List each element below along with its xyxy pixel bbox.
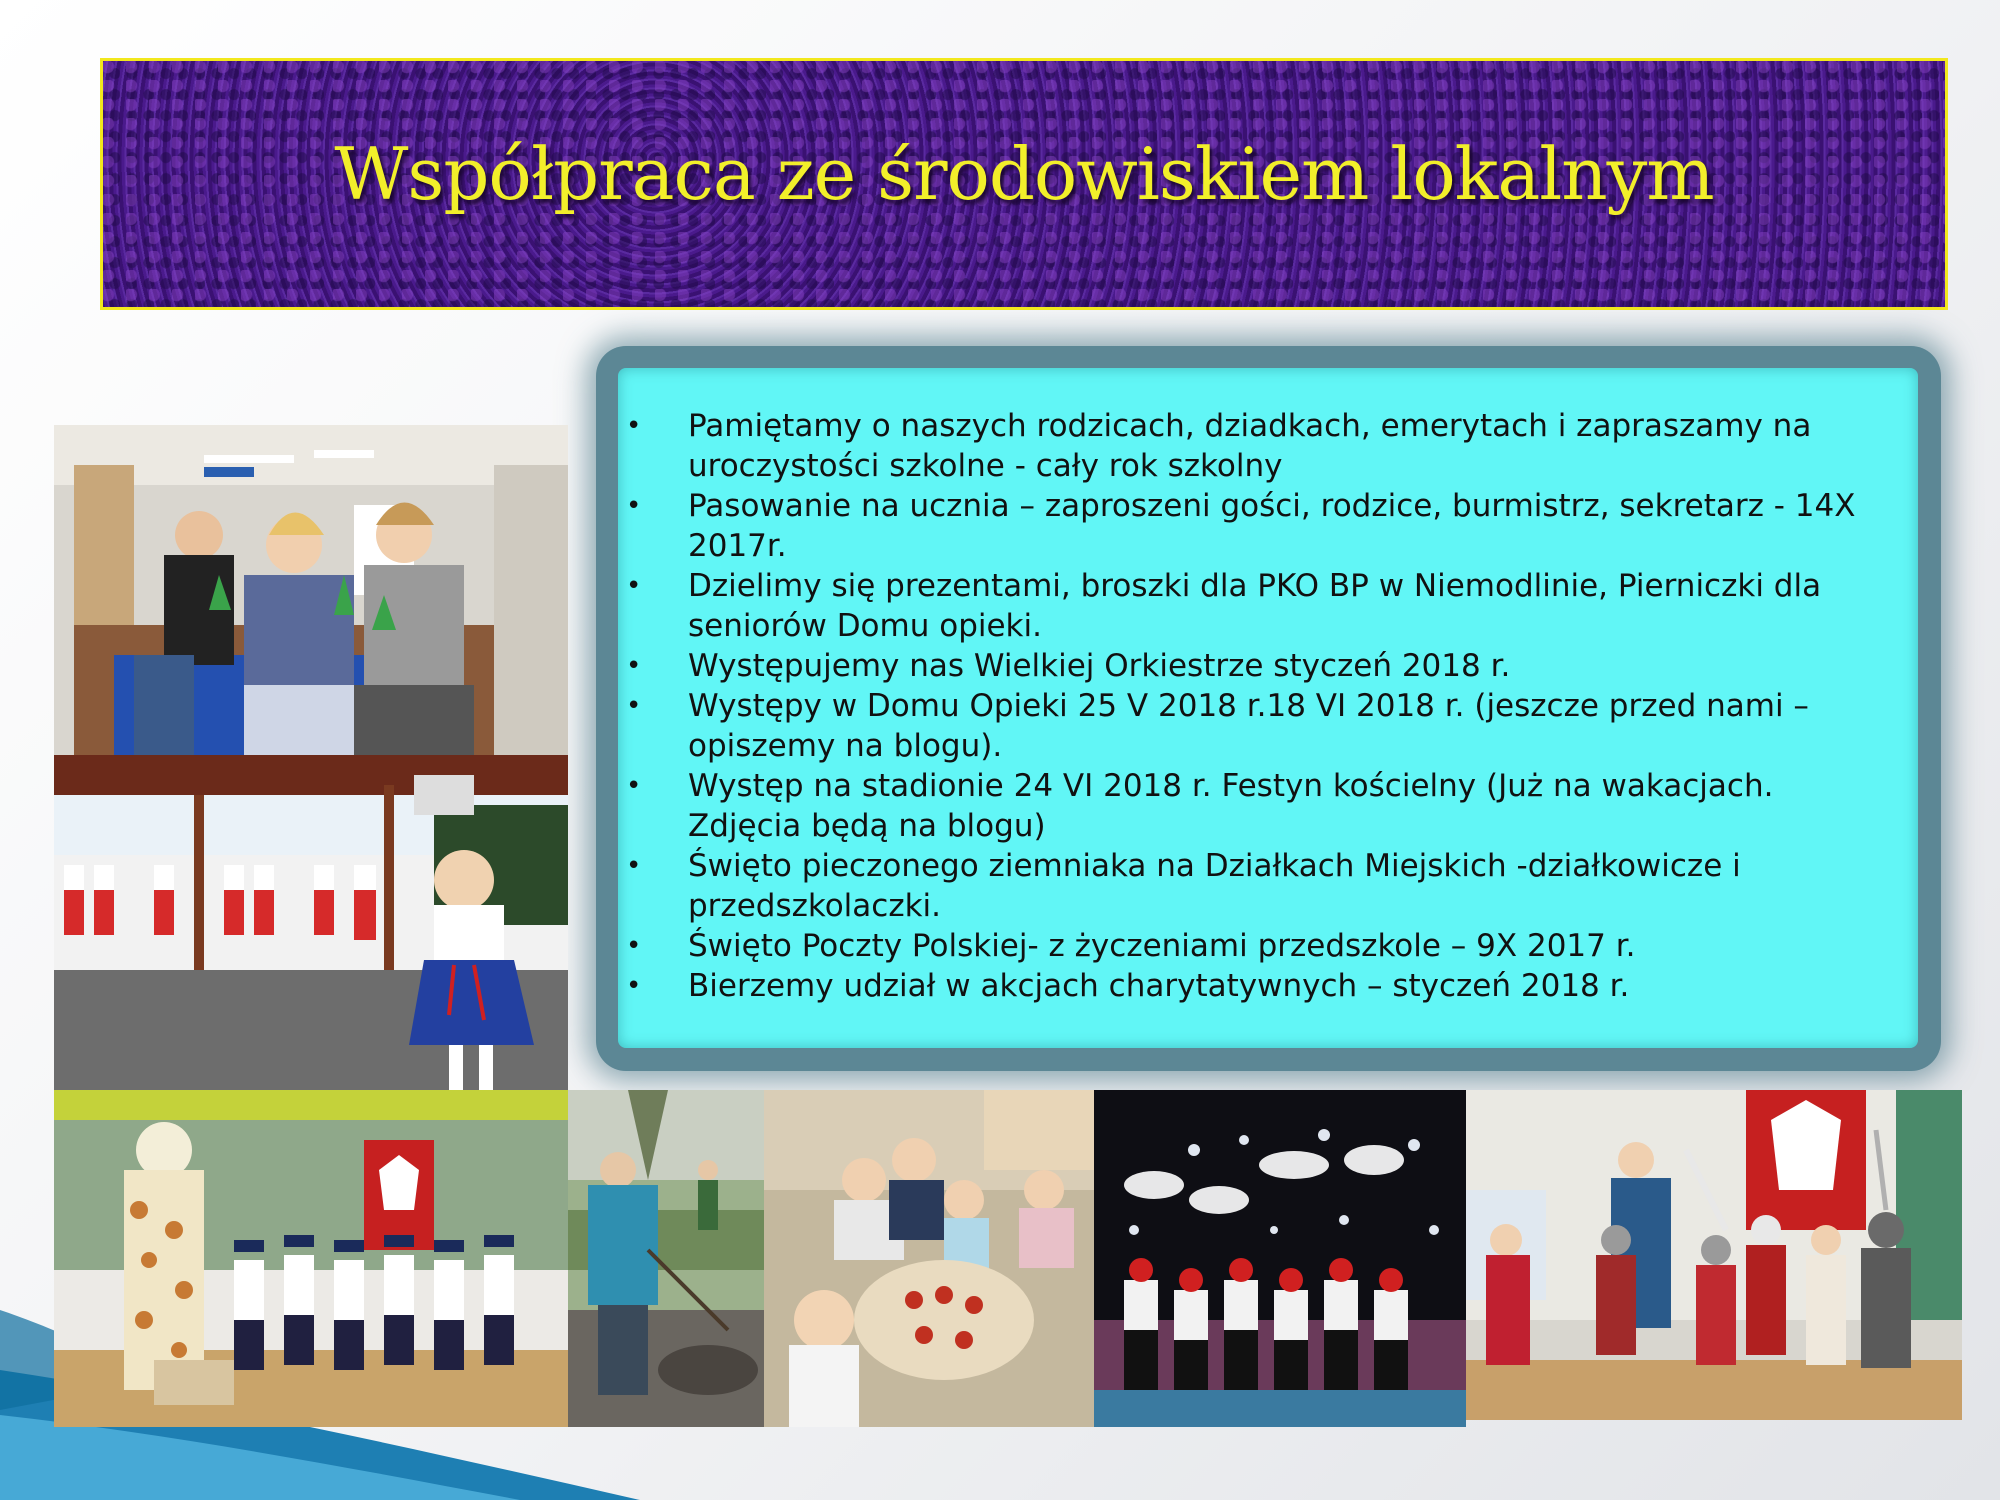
photo-children-folk-costumes-gazebo — [54, 755, 568, 1090]
list-item — [618, 966, 1868, 1006]
list-item — [618, 766, 1868, 846]
list-item — [618, 926, 1868, 966]
bullet-icon: • — [626, 491, 642, 521]
photo-children-gifts-bank — [54, 425, 568, 755]
bullet-text: Występ na stadionie 24 VI 2018 r. Festyn kościelny (Już na wakacjach. Zdjęcia będą na blogu) — [688, 768, 1774, 844]
bullet-icon: • — [626, 571, 642, 601]
photo-costume-performance-hall — [1466, 1090, 1962, 1420]
bullet-text: Pasowanie na ucznia – zaproszeni gości, rodzice, burmistrz, sekretarz - 14X 2017r. — [688, 488, 1856, 564]
bullet-icon: • — [626, 651, 642, 681]
list-item — [618, 406, 1868, 486]
bullet-icon: • — [626, 771, 642, 801]
photo-potato-festival-garden — [568, 1090, 764, 1427]
bullet-text: Dzielimy się prezentami, broszki dla PKO BP w Niemodlinie, Pierniczki dla seniorów Domu opieki. — [688, 568, 1822, 644]
bullet-icon: • — [626, 851, 642, 881]
bullet-text: Występujemy nas Wielkiej Orkiestrze styczeń 2018 r. — [688, 648, 1511, 684]
bullet-icon: • — [626, 411, 642, 441]
photo-giraffe-mascot-school-hall — [54, 1090, 568, 1427]
bullet-text: Pamiętamy o naszych rodzicach, dziadkach, emerytach i zapraszamy na uroczystości szkolne - cały rok szkolny — [688, 408, 1812, 484]
bullet-text: Święto Poczty Polskiej- z życzeniami przedszkole – 9X 2017 r. — [688, 928, 1636, 964]
list-item — [618, 566, 1868, 646]
list-item — [618, 486, 1868, 566]
slide-title: Współpraca ze środowiskiem lokalnym — [334, 132, 1714, 216]
bullet-icon: • — [626, 931, 642, 961]
bullet-text: Święto pieczonego ziemniaka na Działkach Miejskich -działkowicze i przedszkolaczki. — [688, 848, 1741, 924]
title-banner — [100, 58, 1948, 310]
bullet-icon: • — [626, 971, 642, 1001]
bullet-icon: • — [626, 691, 642, 721]
bullet-text: Występy w Domu Opieki 25 V 2018 r.18 VI 2018 r. (jeszcze przed nami – opiszemy na blogu). — [688, 688, 1809, 764]
bullet-list — [618, 368, 1918, 1006]
photo-children-holding-card — [764, 1090, 1094, 1427]
text-box — [618, 368, 1918, 1048]
list-item — [618, 686, 1868, 766]
bullet-text: Bierzemy udział w akcjach charytatywnych – styczeń 2018 r. — [688, 968, 1630, 1004]
photo-stage-performance-snowflakes — [1094, 1090, 1466, 1427]
list-item — [618, 646, 1868, 686]
list-item — [618, 846, 1868, 926]
